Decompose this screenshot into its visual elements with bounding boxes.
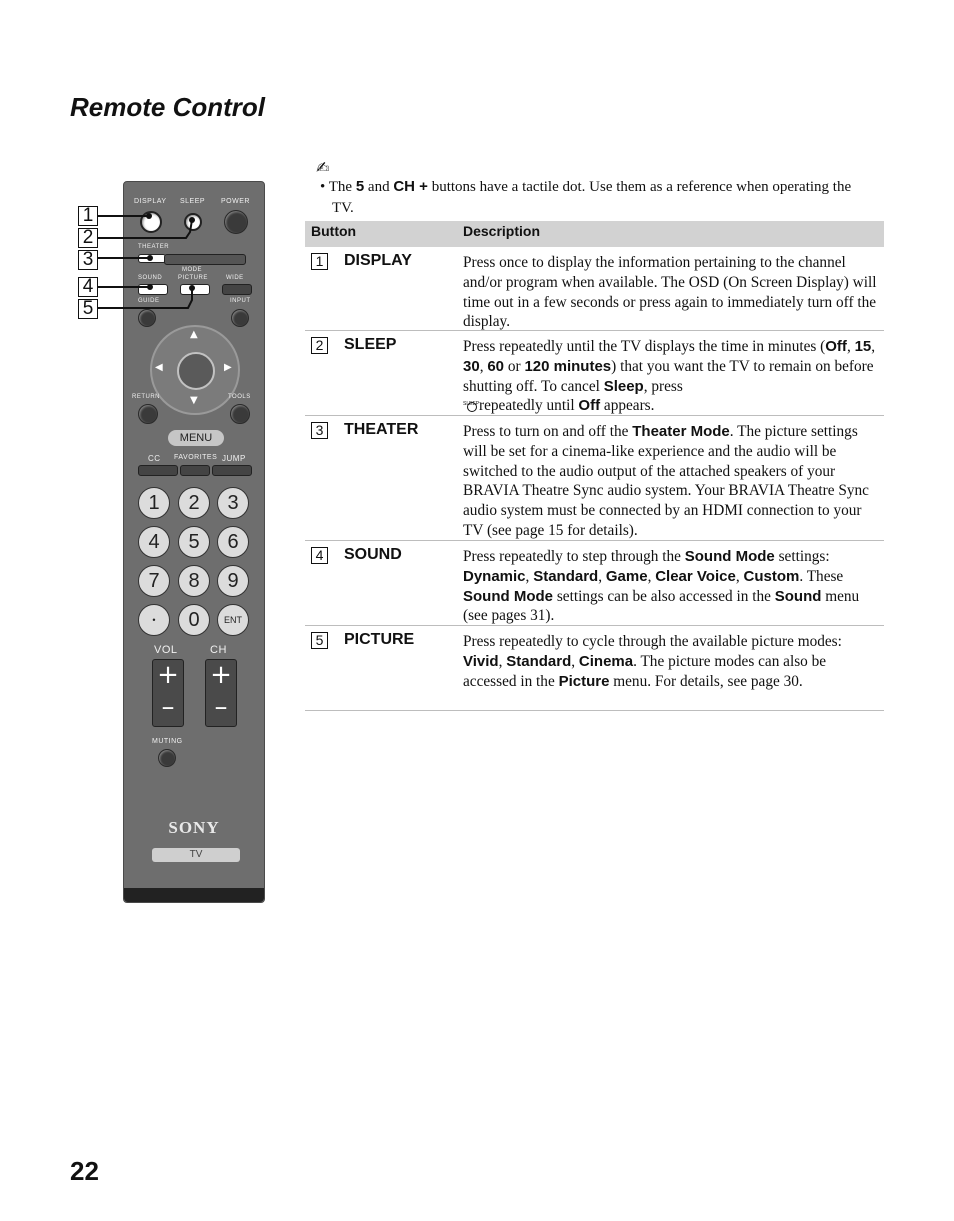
sound-opt-dynamic: Dynamic: [463, 567, 526, 585]
row-number-2: 2: [311, 337, 328, 354]
leader-dot-4: [147, 284, 153, 290]
ch-plus-icon: +: [210, 660, 232, 690]
row-button-theater: [311, 421, 418, 439]
vol-minus-icon: –: [161, 692, 175, 722]
table-row-sleep: [305, 331, 884, 416]
callout-1: 1: [78, 206, 98, 226]
picture-opt-vivid: Vivid: [463, 652, 499, 670]
note-bullet: •: [320, 179, 326, 195]
page-title: Remote Control: [70, 92, 265, 122]
digit-4-button: 4: [138, 526, 170, 558]
vol-label: VOL: [154, 644, 178, 656]
row-desc-sound: [463, 541, 884, 630]
header-button: Button: [311, 223, 357, 239]
sleep-comma-1: ,: [846, 338, 855, 355]
callout-5: 5: [78, 299, 98, 319]
row-label-theater: THEATER: [344, 421, 419, 438]
row-number-1: 1: [311, 253, 328, 270]
sound-comma-3: ,: [647, 567, 656, 585]
header-description: Description: [463, 223, 541, 239]
cc-label: CC: [148, 454, 161, 463]
sound-comma-1: ,: [525, 567, 534, 585]
sleep-120: 120 minutes: [524, 357, 612, 375]
wide-label: WIDE: [226, 275, 244, 281]
row-label-sound: SOUND: [344, 546, 402, 563]
sleep-text-5: appears.: [600, 397, 655, 415]
picture-text-2: . The picture modes can also be accessed in the: [463, 652, 827, 690]
row-desc-sleep: [463, 331, 884, 420]
digit-8-button: 8: [178, 565, 210, 597]
table-row-sound: [305, 541, 884, 626]
row-label-display: DISPLAY: [344, 252, 412, 269]
sleep-off: Off: [825, 338, 847, 355]
row-desc-theater: [463, 416, 884, 545]
row-label-picture: PICTURE: [344, 631, 415, 648]
sleep-text-1: Press repeatedly until the TV displays the time in minutes (: [463, 338, 826, 355]
picture-comma-1: ,: [498, 652, 507, 670]
row-button-sleep: [311, 336, 396, 354]
leader-dot-3: [147, 255, 153, 261]
row-number-3: 3: [311, 422, 328, 439]
digit-9-button: 9: [217, 565, 249, 597]
input-label: INPUT: [230, 298, 251, 304]
callout-3: 3: [78, 250, 98, 270]
theater-mode: Theater Mode: [632, 423, 730, 440]
sleep-text-2: ) that you want the TV to remain on before shutting off. To cancel: [463, 357, 874, 395]
sound-text-5: menu (see pages 31).: [463, 587, 860, 625]
sleep-15: 15: [854, 338, 872, 355]
row-number-5: 5: [311, 632, 328, 649]
sound-opt-custom: Custom: [743, 567, 800, 585]
guide-label: GUIDE: [138, 298, 160, 304]
sleep-30: 30: [463, 357, 480, 375]
picture-comma-2: ,: [571, 652, 579, 670]
sound-text-4: settings can be also accessed in the: [553, 587, 775, 605]
row-number-4: 4: [311, 547, 328, 564]
jump-label: JUMP: [222, 454, 246, 463]
display-label: DISPLAY: [134, 198, 167, 205]
menu-button: MENU: [168, 430, 224, 446]
leader-line-5: [96, 288, 192, 308]
sound-text-3: . These: [799, 567, 844, 585]
sony-logo: SONY: [168, 818, 220, 837]
right-arrow-icon: ▶: [224, 362, 232, 373]
sleep-icon-label: SLEEP: [463, 401, 480, 408]
callout-4: 4: [78, 277, 98, 297]
table-row-display: [305, 247, 884, 331]
favorites-label: FAVORITES: [174, 454, 218, 461]
sleep-comma-3: ,: [479, 357, 488, 375]
picture-label: PICTURE: [178, 275, 208, 281]
row-label-sleep: SLEEP: [344, 336, 397, 353]
digit-2-button: 2: [178, 487, 210, 519]
mode-label: MODE: [182, 267, 202, 273]
sleep-label: SLEEP: [180, 198, 206, 205]
sleep-text-4: repeatedly until: [479, 397, 579, 415]
digit-0-button: 0: [178, 604, 210, 636]
sound-opt-clear-voice: Clear Voice: [655, 567, 736, 585]
tv-badge: TV: [152, 848, 240, 862]
sleep-text-3: , press: [643, 377, 683, 395]
tactile-dot-note: [320, 176, 860, 219]
ent-button: ENT: [217, 604, 249, 636]
up-arrow-icon: ▲: [190, 329, 198, 340]
row-desc-picture: [463, 626, 884, 695]
digit-7-button: 7: [138, 565, 170, 597]
note-pencil-icon: ✍: [316, 158, 330, 177]
return-label: RETURN: [132, 394, 160, 400]
sound-mode: Sound Mode: [684, 548, 775, 565]
picture-opt-cinema: Cinema: [578, 652, 634, 670]
sound-opt-standard: Standard: [533, 567, 599, 585]
sound-text-2: settings:: [774, 548, 830, 565]
ch-label: CH: [210, 644, 227, 656]
note-text-pre: The: [328, 179, 353, 195]
table-row-picture: [305, 626, 884, 711]
table-header: [305, 221, 884, 247]
theater-text-1: Press to turn on and off the: [463, 423, 633, 440]
leader-line-2: [96, 220, 192, 238]
picture-text-3: menu. For details, see page 30.: [609, 672, 803, 690]
left-arrow-icon: ◀: [155, 362, 163, 373]
tools-label: TOOLS: [228, 394, 251, 400]
sound-opt-game: Game: [605, 567, 648, 585]
sleep-or: or: [504, 357, 525, 375]
row-button-display: [311, 252, 412, 270]
down-arrow-icon: ▼: [190, 395, 198, 406]
theater-label: THEATER: [138, 244, 170, 250]
digit-3-button: 3: [217, 487, 249, 519]
note-text-post: buttons have a tactile dot. Use them as a reference when operating the TV.: [332, 179, 852, 216]
digit-1-button: 1: [138, 487, 170, 519]
ch-minus-icon: –: [214, 692, 228, 722]
row-desc-display: Press once to display the information pertaining to the channel and/or program when available. The OSD (On Screen Display) will time out in a few seconds or press again to immediately turn off the display.: [463, 254, 877, 331]
power-label: POWER: [221, 198, 250, 205]
note-text-and: and: [367, 179, 390, 195]
picture-opt-standard: Standard: [506, 652, 572, 670]
vol-plus-icon: +: [157, 660, 179, 690]
sound-comma-2: ,: [598, 567, 606, 585]
picture-menu: Picture: [558, 672, 610, 690]
sleep-off-2: Off: [578, 397, 601, 415]
row-button-picture: [311, 631, 414, 649]
picture-text-1: Press repeatedly to cycle through the available picture modes:: [463, 633, 842, 650]
sound-mode-2: Sound Mode: [463, 587, 553, 605]
sleep-comma-2: ,: [871, 338, 876, 355]
sleep-button-icon: [463, 398, 479, 412]
muting-label: MUTING: [152, 738, 183, 745]
callout-2: 2: [78, 228, 98, 248]
leader-dot-1: [146, 213, 152, 219]
note-key-5: 5: [355, 178, 365, 195]
sound-menu: Sound: [774, 587, 822, 605]
leader-dot-5: [189, 285, 195, 291]
sleep-60: 60: [487, 357, 505, 375]
sound-comma-4: ,: [735, 567, 744, 585]
leader-dot-2: [189, 217, 195, 223]
digit-5-button: 5: [178, 526, 210, 558]
theater-text-2: . The picture settings will be set for a cinema-like experience and the audio will be switched to the audio output of the attached speakers of your BRAVIA Theatre Sync audio system. Your BRAVIA Theatre Sync audio system must be connected by an HDMI connection to your TV (see page 15 for details).: [463, 423, 869, 539]
row-button-sound: [311, 546, 402, 564]
button-description-table: [305, 221, 884, 711]
sound-text-1: Press repeatedly to step through the: [463, 548, 685, 565]
page-number: 22: [70, 1156, 99, 1186]
digit-6-button: 6: [217, 526, 249, 558]
note-key-ch-plus: CH +: [393, 178, 428, 195]
sleep-word: Sleep: [603, 377, 644, 395]
sound-label: SOUND: [138, 275, 163, 281]
table-row-theater: [305, 416, 884, 541]
dot-button: •: [138, 604, 170, 636]
